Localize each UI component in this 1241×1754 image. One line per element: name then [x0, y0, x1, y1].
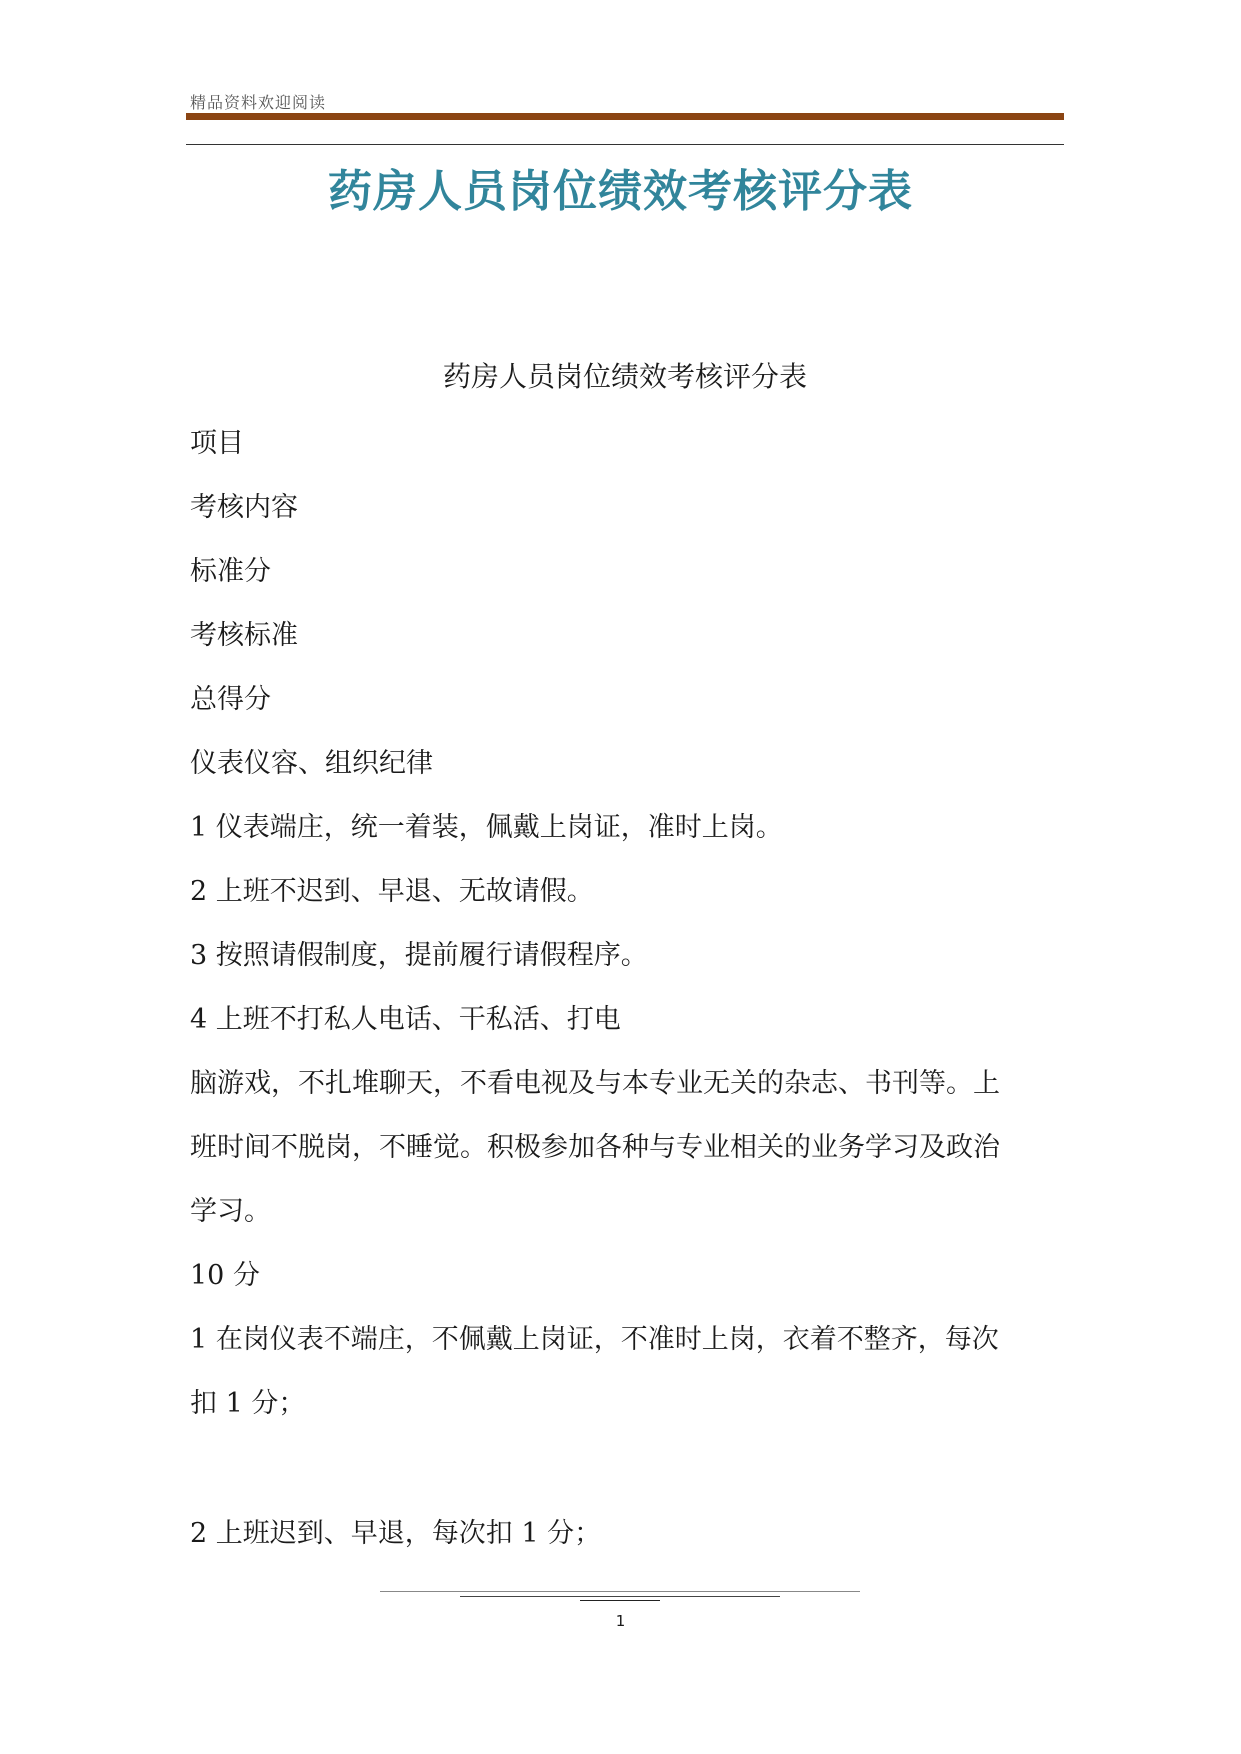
body-line: 2 上班不迟到、早退、无故请假。 [190, 876, 594, 907]
main-title: 药房人员岗位绩效考核评分表 [328, 166, 913, 217]
body-line: 4 上班不打私人电话、干私活、打电 [190, 1004, 621, 1035]
body-line: 总得分 [190, 684, 271, 715]
body-line: 标准分 [190, 556, 271, 587]
body-line: 1 仪表端庄，统一着装，佩戴上岗证，准时上岗。 [190, 812, 783, 843]
body-line: 班时间不脱岗，不睡觉。积极参加各种与专业相关的业务学习及政治 [190, 1132, 1000, 1163]
body-line: 仪表仪容、组织纪律 [190, 748, 433, 779]
body-line: 10 分 [190, 1260, 260, 1291]
footer-rule-middle [460, 1596, 780, 1597]
footer-rule-inner [580, 1600, 660, 1601]
body-line: 2 上班迟到、早退，每次扣 1 分； [190, 1518, 602, 1549]
body-line: 考核内容 [190, 492, 298, 523]
body-line: 扣 1 分； [190, 1388, 306, 1419]
body-line: 脑游戏，不扎堆聊天，不看电视及与本专业无关的杂志、书刊等。上 [190, 1068, 1000, 1099]
header-rule-thick [186, 113, 1064, 120]
body-line: 1 在岗仪表不端庄，不佩戴上岗证，不准时上岗，衣着不整齐，每次 [190, 1324, 999, 1355]
footer-rule-outer [380, 1591, 860, 1592]
sub-title: 药房人员岗位绩效考核评分表 [442, 360, 807, 393]
body-line: 3 按照请假制度，提前履行请假程序。 [190, 940, 648, 971]
body-line: 学习。 [190, 1196, 271, 1227]
page-number: 1 [615, 1612, 626, 1630]
header-rule-thin [186, 144, 1064, 145]
body-line: 项目 [190, 428, 244, 459]
header-text: 精品资料欢迎阅读 [190, 93, 327, 112]
body-line: 考核标准 [190, 620, 298, 651]
